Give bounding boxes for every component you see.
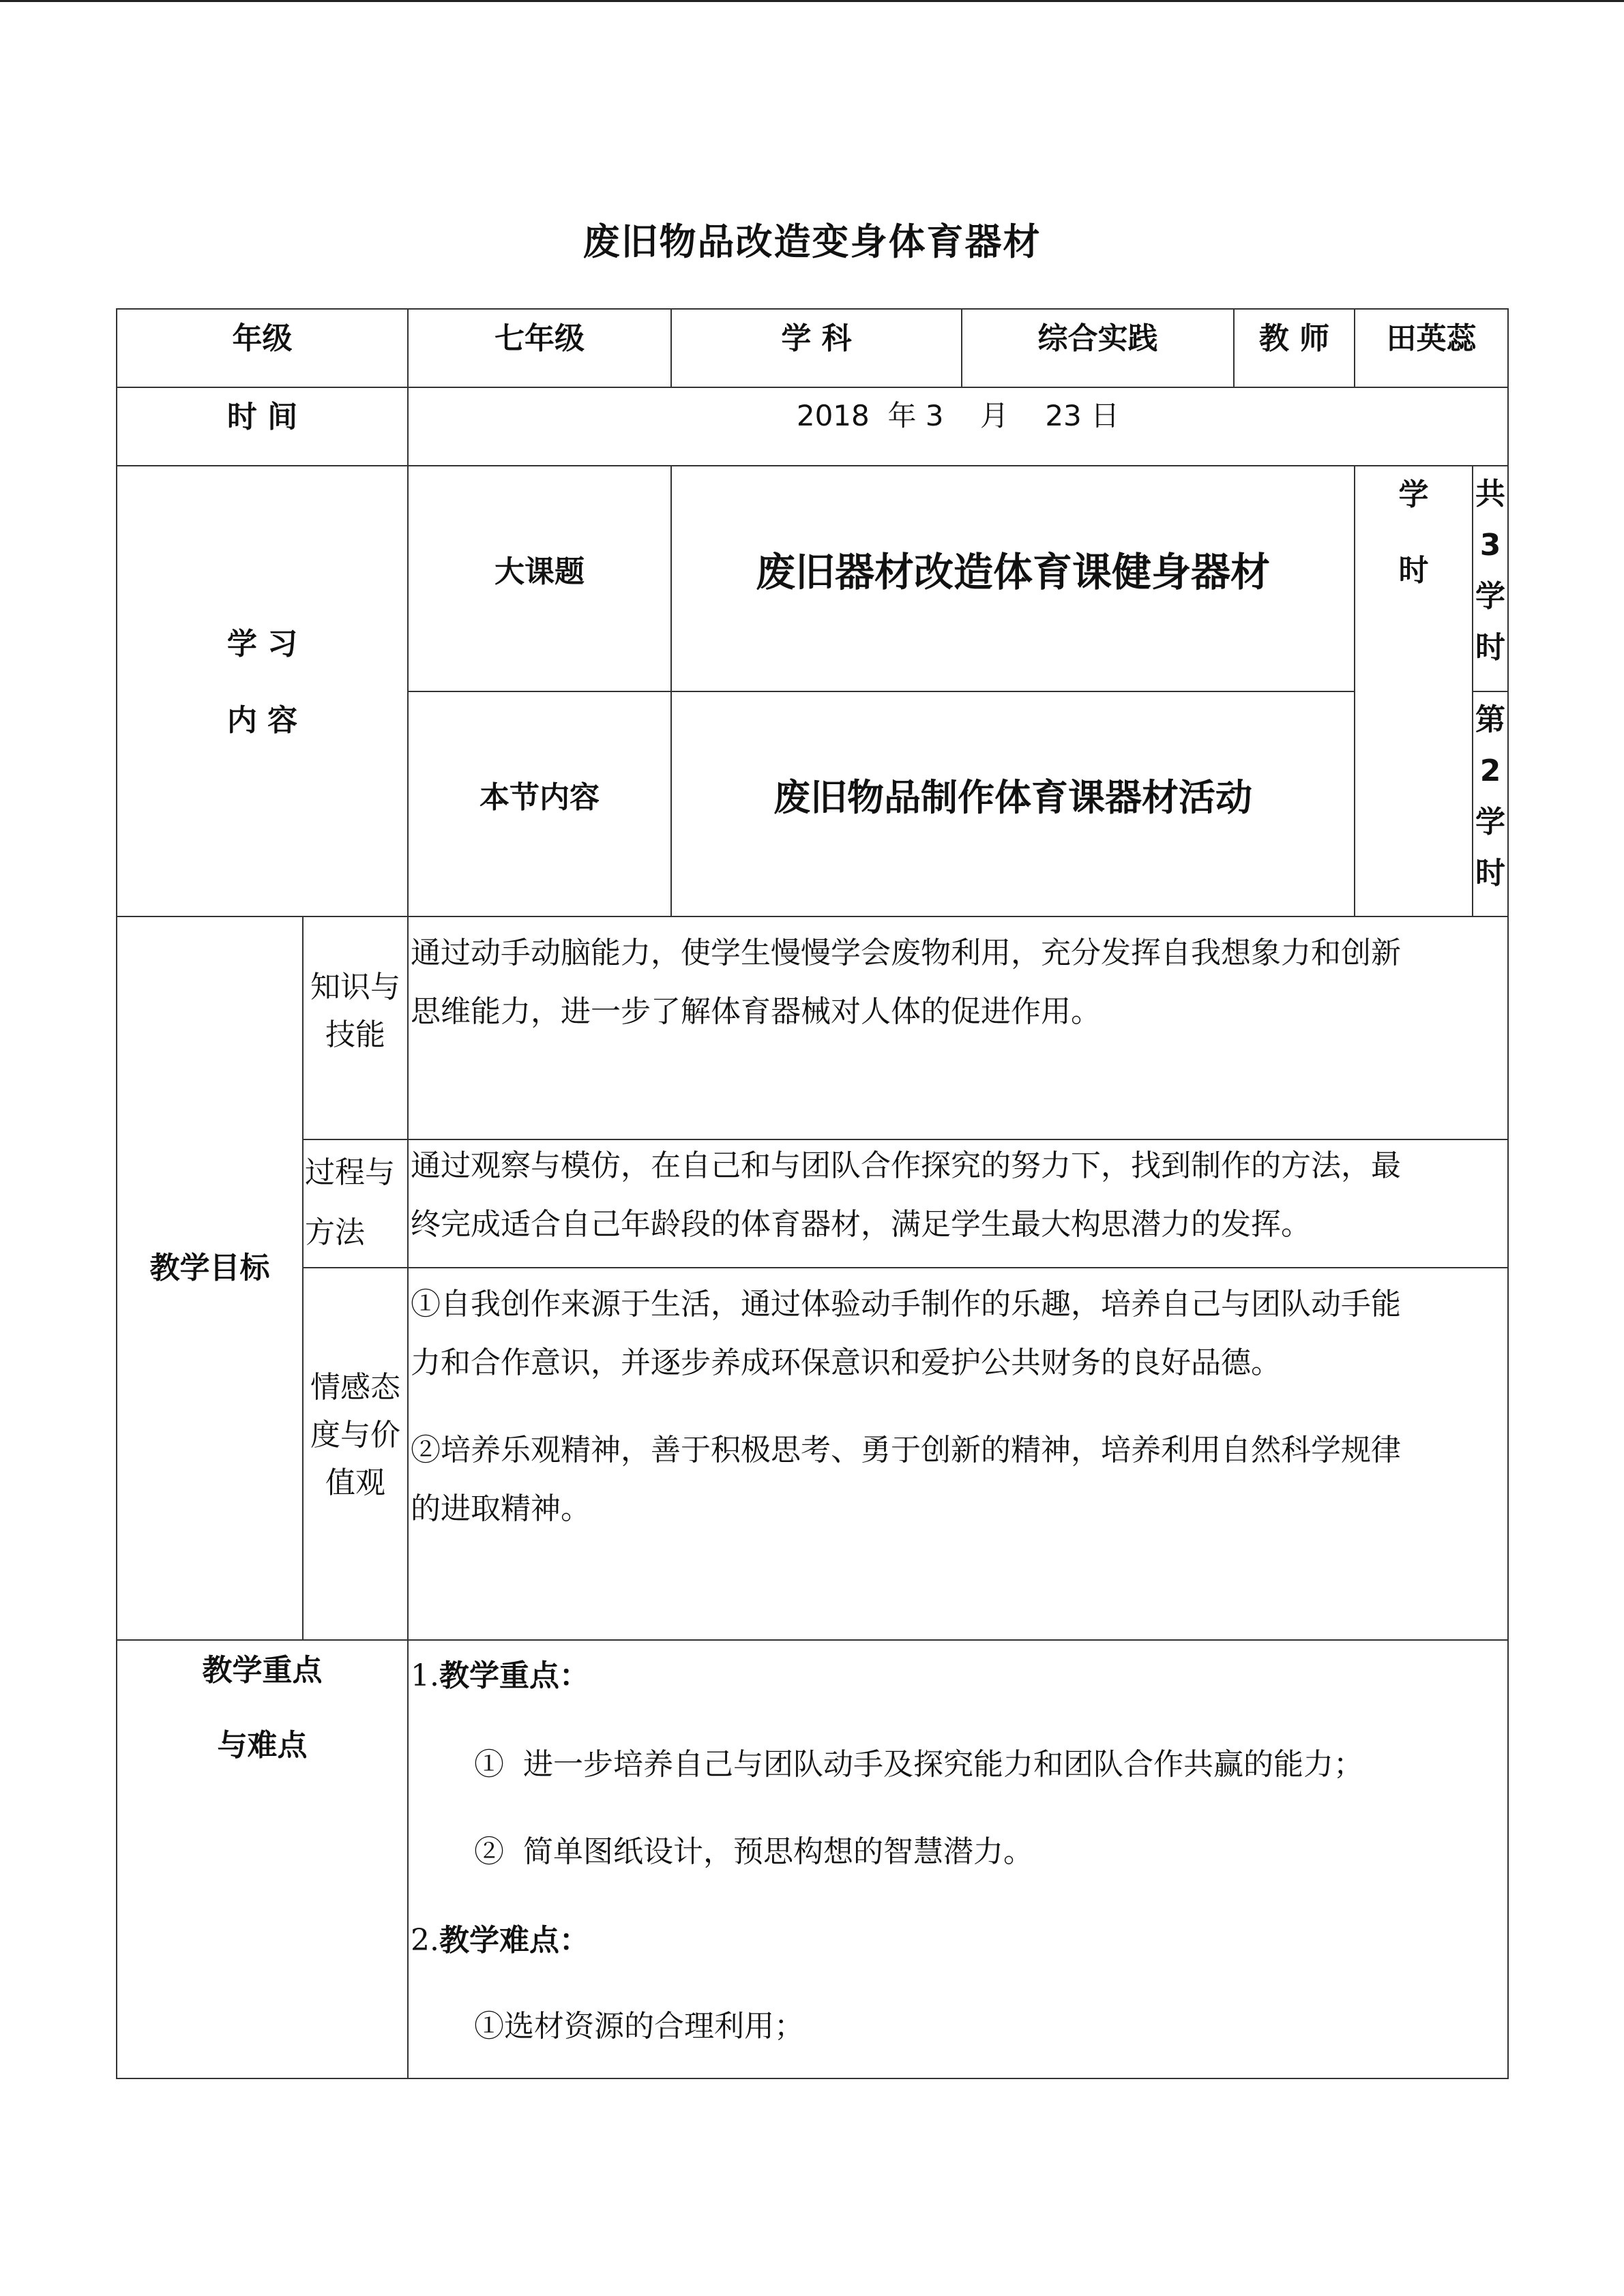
key-points-number: 1.: [411, 1658, 439, 1693]
process-label-line: 方法: [305, 1215, 365, 1250]
study-content-label-2: 内 容: [226, 703, 298, 738]
current-hours: [1473, 694, 1507, 899]
key-point-item: ① 进一步培养自己与团队动手及探究能力和团队合作共赢的能力；: [474, 1747, 1363, 1782]
difficulties-heading: [411, 1913, 589, 1968]
subject-value: 综合实践: [1037, 321, 1158, 356]
emotion-label: [304, 1364, 407, 1507]
process-label-line: 过程与: [305, 1155, 395, 1190]
emotion-label-line: 值观: [325, 1465, 385, 1500]
process-text: [411, 1137, 1506, 1254]
objectives-label: 教学目标: [149, 1251, 270, 1285]
emotion-line: ①自我创作来源于生活，通过体验动手制作的乐趣，培养自己与团队动手能: [411, 1287, 1401, 1322]
emotion-line: 力和合作意识，并逐步养成环保意识和爱护公共财务的良好品德。: [411, 1345, 1281, 1380]
difficulty-item: ①选材资源的合理利用；: [474, 2009, 804, 2044]
section-content-label: 本节内容: [479, 780, 600, 815]
current-hours-char: 时: [1475, 856, 1505, 891]
big-topic-label: 大课题: [494, 554, 585, 589]
current-hours-char: 2: [1479, 754, 1501, 788]
total-hours-char: 共: [1475, 477, 1505, 511]
teacher-value: 田英蕊: [1386, 321, 1477, 356]
process-label: [304, 1143, 407, 1263]
knowledge-label: [304, 964, 407, 1059]
process-line: 终完成适合自己年龄段的体育器材，满足学生最大构思潜力的发挥。: [411, 1207, 1311, 1242]
knowledge-label-line: 知识与: [310, 970, 400, 1004]
time-label: 时 间: [226, 400, 298, 434]
emotion-line: 的进取精神。: [411, 1491, 591, 1526]
grade-value: 七年级: [494, 321, 585, 356]
process-line: 通过观察与模仿，在自己和与团队合作探究的努力下，找到制作的方法，最: [411, 1148, 1401, 1183]
difficulties-title: 教学难点：: [439, 1923, 589, 1958]
hours-label-2: 时: [1398, 553, 1429, 588]
date-value: 2018 年 3 月 23 日: [796, 399, 1120, 432]
grade-label: 年级: [232, 321, 293, 356]
teacher-label: 教 师: [1258, 321, 1330, 356]
emotion-label-line: 情感态: [310, 1370, 400, 1405]
total-hours-char: 3: [1479, 528, 1501, 563]
emotion-label-line: 度与价: [310, 1418, 400, 1452]
big-topic-value: 废旧器材改造体育课健身器材: [755, 549, 1270, 595]
knowledge-line: 思维能力，进一步了解体育器械对人体的促进作用。: [411, 994, 1101, 1029]
page-top-border: [0, 0, 1624, 2]
difficulties-number: 2.: [411, 1923, 439, 1958]
study-content-label-1: 学 习: [226, 627, 298, 661]
hours-label-1: 学: [1398, 477, 1429, 512]
current-hours-char: 第: [1475, 702, 1505, 737]
emotion-line: ②培养乐观精神，善于积极思考、勇于创新的精神，培养利用自然科学规律: [411, 1433, 1401, 1467]
key-points-title: 教学重点：: [439, 1658, 589, 1693]
emotion-text: [411, 1275, 1506, 1538]
subject-label: 学 科: [781, 321, 852, 356]
section-content-value: 废旧物品制作体育课器材活动: [773, 775, 1252, 819]
total-hours-char: 学: [1475, 579, 1505, 614]
total-hours-char: 时: [1475, 630, 1505, 665]
current-hours-char: 学: [1475, 805, 1505, 839]
knowledge-text: [411, 924, 1506, 1041]
knowledge-label-line: 技能: [325, 1017, 385, 1052]
key-points-heading: [411, 1649, 589, 1703]
key-points-label-2: 与难点: [217, 1728, 308, 1763]
page-title: 废旧物品改造变身体育器材: [582, 220, 1042, 263]
knowledge-line: 通过动手动脑能力，使学生慢慢学会废物利用，充分发挥自我想象力和创新: [411, 936, 1401, 970]
key-point-item: ② 简单图纸设计，预思构想的智慧潜力。: [474, 1834, 1033, 1869]
total-hours: [1473, 468, 1507, 673]
key-points-label-1: 教学重点: [202, 1653, 323, 1688]
